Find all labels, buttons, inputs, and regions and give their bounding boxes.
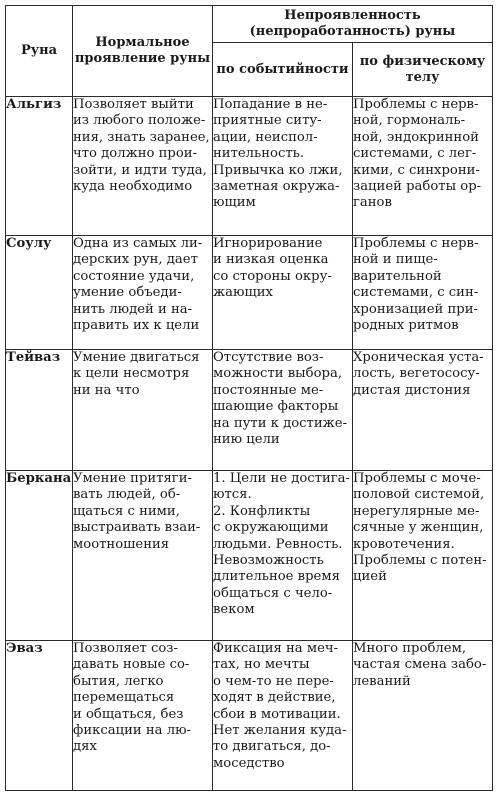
normal-manifestation: Позволяет соз- давать новые со- бытия, легко перемещаться и общаться, без фиксации на лю- дях: [73, 641, 213, 791]
rune-name: Тейваз: [6, 350, 73, 471]
unmanifested-events: Попадание в не- приятные ситу- ации, неиспол- нительность. Привычка ко лжи, заметная окружа- ющим: [213, 97, 353, 236]
normal-manifestation: Одна из самых ли- дерских рун, дает состояние удачи, умение объеди- нить людей и на- править их к цели: [73, 236, 213, 350]
unmanifested-events: Игнорирование и низкая оценка со стороны окру- жающих: [213, 236, 353, 350]
normal-manifestation: Умение двигаться к цели несмотря ни на что: [73, 350, 213, 471]
rune-name: Соулу: [6, 236, 73, 350]
table-header: [6, 6, 493, 97]
unmanifested-body: Много проблем, частая смена забо- леваний: [353, 641, 493, 791]
normal-manifestation: Позволяет выйти из любого положе- ния, знать заранее, что должно прои- зойти, и идти туда, куда необходимо: [73, 97, 213, 236]
table-row: [6, 350, 493, 471]
unmanifested-events: 1. Цели не достига- ются. 2. Конфликты с окружающими людьми. Ревность. Невозможность длительное время общаться с чело- веком: [213, 471, 353, 641]
table-row: [6, 97, 493, 236]
unmanifested-body: Проблемы с нерв- ной и пище- варительной системами, с син- хронизацией при- родных ритмов: [353, 236, 493, 350]
rune-name: Беркана: [6, 471, 73, 641]
unmanifested-events: Фиксация на меч- тах, но мечты о чем-то не пере- ходят в действие, сбои в мотивации. Нет желания куда- то двигаться, до- моседство: [213, 641, 353, 791]
table-row: [6, 641, 493, 791]
table-row: [6, 236, 493, 350]
header-normal: Нормальное проявление руны: [73, 6, 213, 97]
rune-name: Альгиз: [6, 97, 73, 236]
header-by-body: по физическому телу: [353, 43, 493, 97]
unmanifested-body: Проблемы с нерв- ной, гормональ- ной, эндокринной системами, с лег- кими, с синхрони- зацией работы ор- ганов: [353, 97, 493, 236]
header-by-events: по событийности: [213, 43, 353, 97]
header-unmanifested: Непроявленность (непроработанность) руны: [213, 6, 493, 43]
runes-table: [5, 5, 493, 791]
header-rune: Руна: [6, 6, 73, 97]
unmanifested-events: Отсутствие воз- можности выбора, постоянные ме- шающие факторы на пути к достиже- нию цели: [213, 350, 353, 471]
rune-name: Эваз: [6, 641, 73, 791]
unmanifested-body: Хроническая уста- лость, вегетососу- дистая дистония: [353, 350, 493, 471]
unmanifested-body: Проблемы с моче- половой системой, нерегулярные ме- сячные у женщин, кровотечения. Проблемы с потен- цией: [353, 471, 493, 641]
normal-manifestation: Умение притяги- вать людей, об- щаться с ними, выстраивать взаи- моотношения: [73, 471, 213, 641]
table-row: [6, 471, 493, 641]
